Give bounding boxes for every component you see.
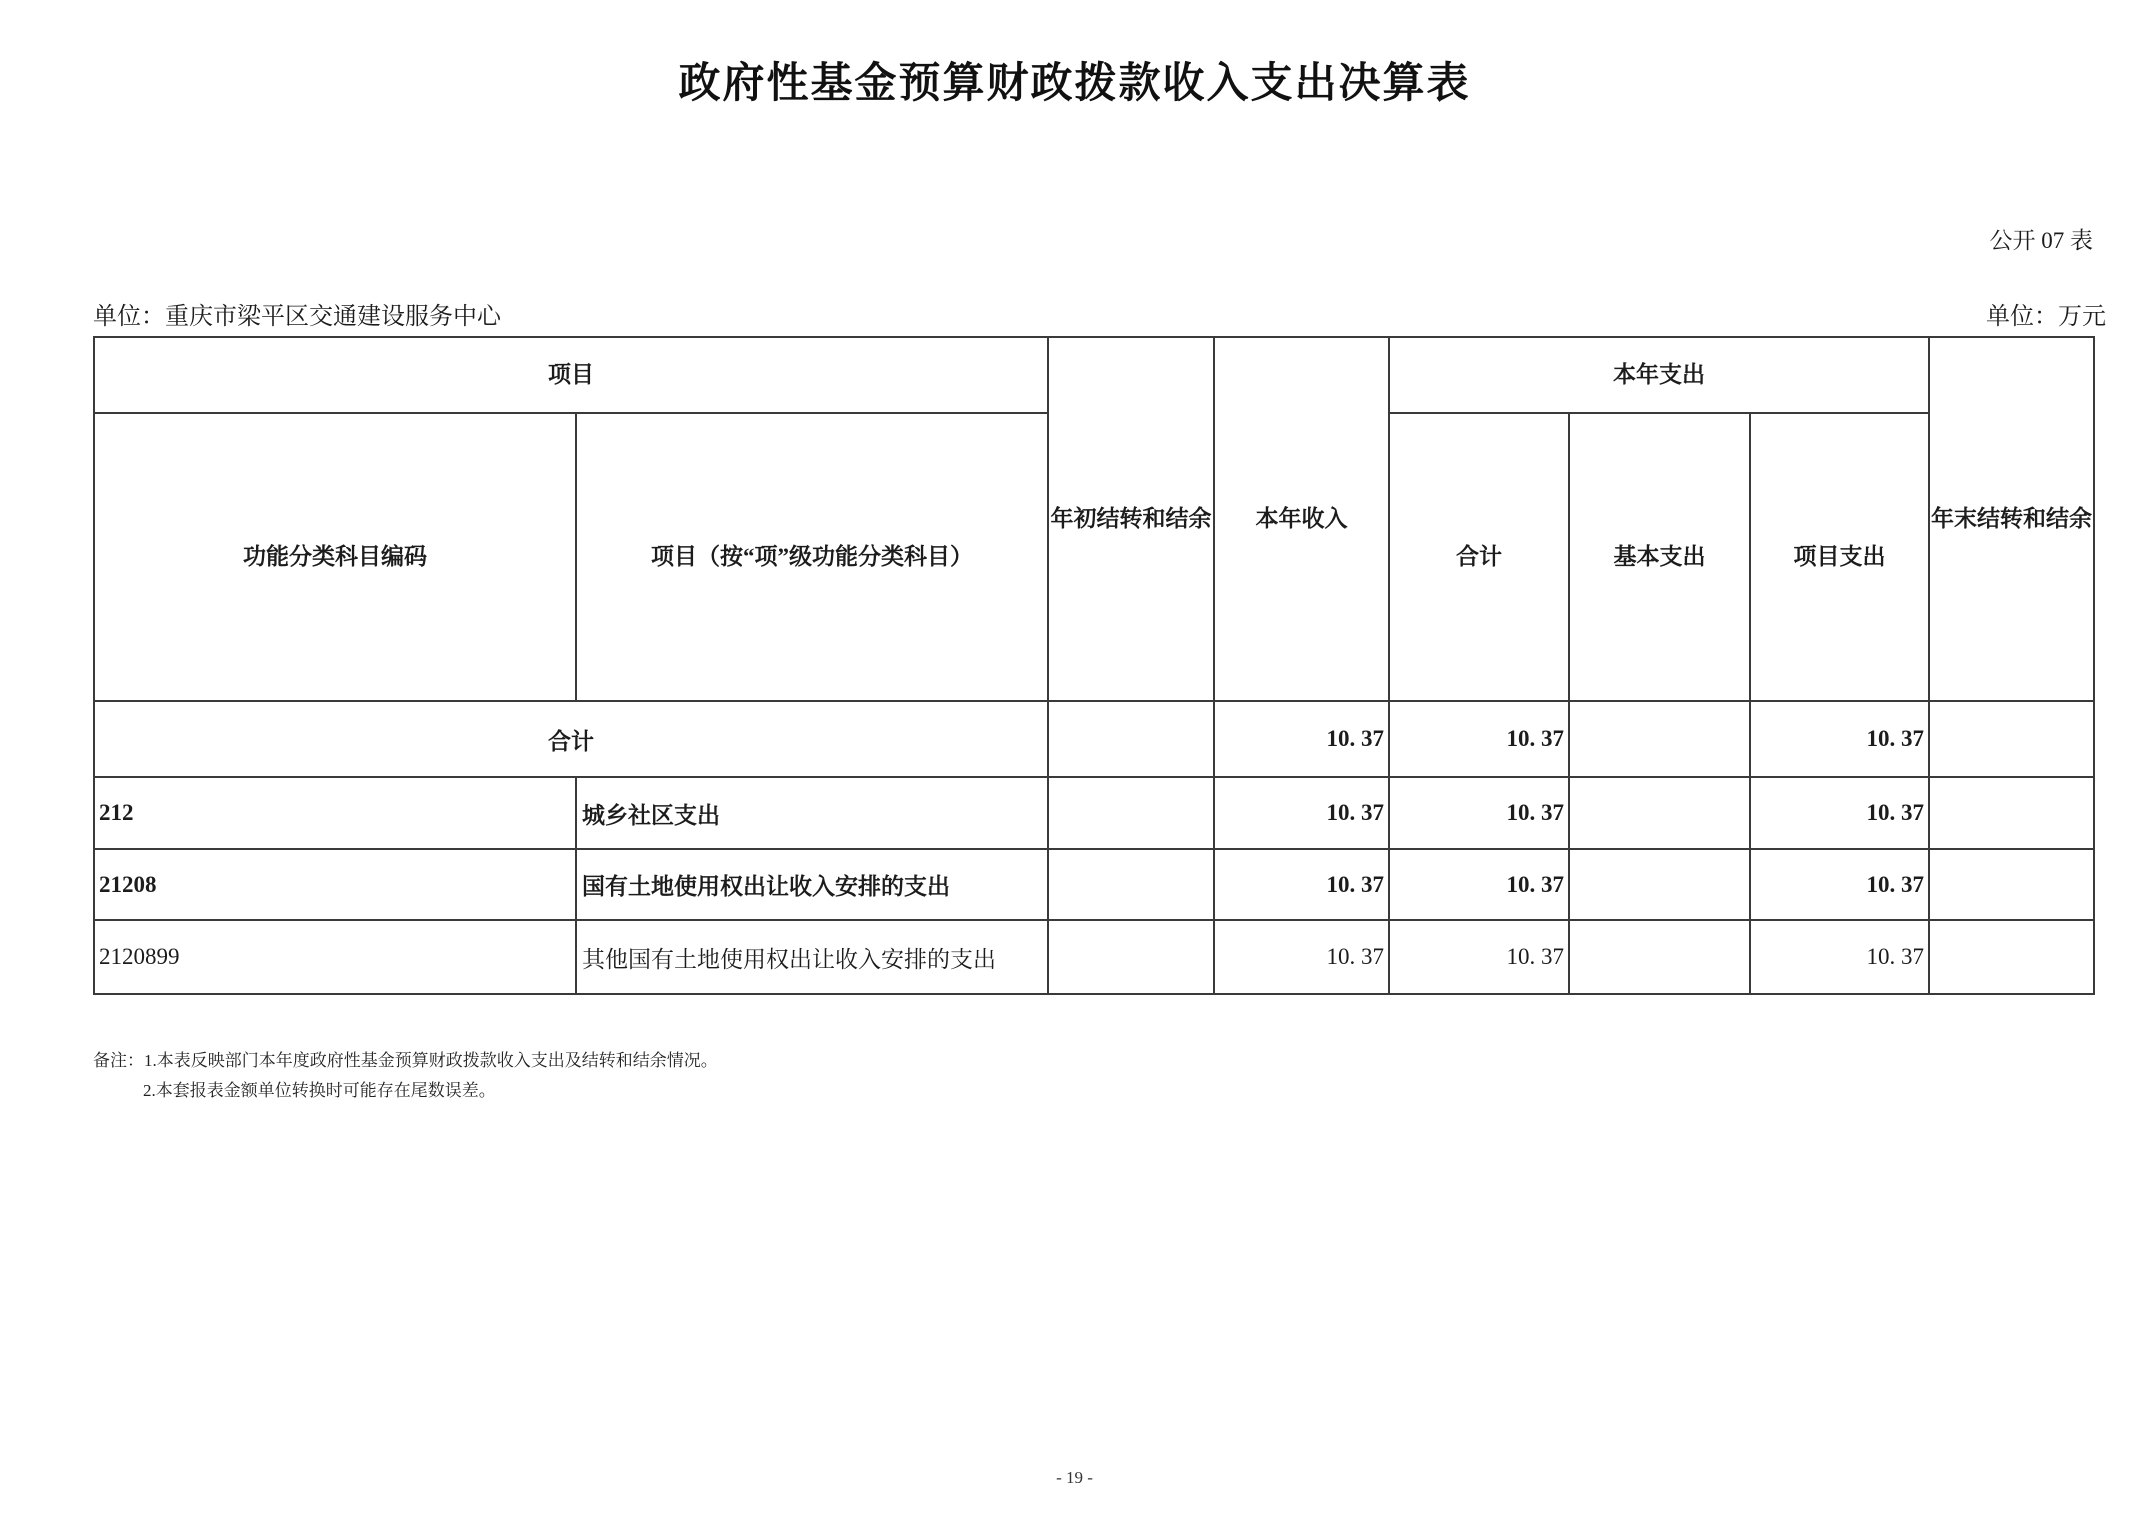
header-current-income: 本年收入 <box>1214 337 1389 701</box>
table-row <box>94 849 2094 920</box>
project-expenditure-cell: 10. 37 <box>1750 920 1929 994</box>
header-function-code: 功能分类科目编码 <box>94 413 576 701</box>
income-cell: 10. 37 <box>1214 777 1389 849</box>
table-row-total <box>94 701 2094 777</box>
page-number: - 19 - <box>1056 1468 1093 1487</box>
income-cell: 10. 37 <box>1214 920 1389 994</box>
footnote-line: 备注：1.本表反映部门本年度政府性基金预算财政拨款收入支出及结转和结余情况。 <box>93 1051 718 1070</box>
unit-name-label: 单位：重庆市梁平区交通建设服务中心 <box>93 304 501 330</box>
end-balance-cell <box>1929 849 2094 920</box>
end-balance-cell <box>1929 777 2094 849</box>
begin-balance-cell <box>1048 701 1214 777</box>
footnote-line: 2.本套报表金额单位转换时可能存在尾数误差。 <box>143 1081 496 1100</box>
basic-expenditure-cell <box>1569 701 1750 777</box>
expenditure-total-cell: 10. 37 <box>1389 701 1569 777</box>
end-balance-cell <box>1929 920 2094 994</box>
basic-expenditure-cell <box>1569 920 1750 994</box>
function-code-cell: 212 <box>94 777 576 849</box>
fund-budget-table <box>93 336 2095 995</box>
item-name-cell: 其他国有土地使用权出让收入安排的支出 <box>576 920 1048 994</box>
income-cell: 10. 37 <box>1214 849 1389 920</box>
header-row-groups <box>94 337 2094 413</box>
unit-measure-label: 单位：万元 <box>1986 304 2106 330</box>
basic-expenditure-cell <box>1569 777 1750 849</box>
basic-expenditure-cell <box>1569 849 1750 920</box>
header-end-balance: 年末结转和结余 <box>1929 337 2094 701</box>
income-cell: 10. 37 <box>1214 701 1389 777</box>
table-row <box>94 920 2094 994</box>
header-project-expenditure: 项目支出 <box>1750 413 1929 701</box>
function-code-cell: 21208 <box>94 849 576 920</box>
project-expenditure-cell: 10. 37 <box>1750 777 1929 849</box>
begin-balance-cell <box>1048 920 1214 994</box>
begin-balance-cell <box>1048 849 1214 920</box>
function-code-cell: 2120899 <box>94 920 576 994</box>
header-begin-balance: 年初结转和结余 <box>1048 337 1214 701</box>
expenditure-total-cell: 10. 37 <box>1389 920 1569 994</box>
header-expenditure-group: 本年支出 <box>1389 337 1929 413</box>
header-item-name: 项目（按“项”级功能分类科目） <box>576 413 1048 701</box>
expenditure-total-cell: 10. 37 <box>1389 777 1569 849</box>
page-title: 政府性基金预算财政拨款收入支出决算表 <box>678 61 1471 107</box>
begin-balance-cell <box>1048 777 1214 849</box>
item-name-cell: 城乡社区支出 <box>576 777 1048 849</box>
project-expenditure-cell: 10. 37 <box>1750 701 1929 777</box>
project-expenditure-cell: 10. 37 <box>1750 849 1929 920</box>
expenditure-total-cell: 10. 37 <box>1389 849 1569 920</box>
header-expenditure-total: 合计 <box>1389 413 1569 701</box>
row-total-label: 合计 <box>94 701 1048 777</box>
table-row <box>94 777 2094 849</box>
header-basic-expenditure: 基本支出 <box>1569 413 1750 701</box>
end-balance-cell <box>1929 701 2094 777</box>
item-name-cell: 国有土地使用权出让收入安排的支出 <box>576 849 1048 920</box>
footnotes <box>93 1046 718 1106</box>
form-number-label: 公开 07 表 <box>1989 228 2093 253</box>
header-project-group: 项目 <box>94 337 1048 413</box>
